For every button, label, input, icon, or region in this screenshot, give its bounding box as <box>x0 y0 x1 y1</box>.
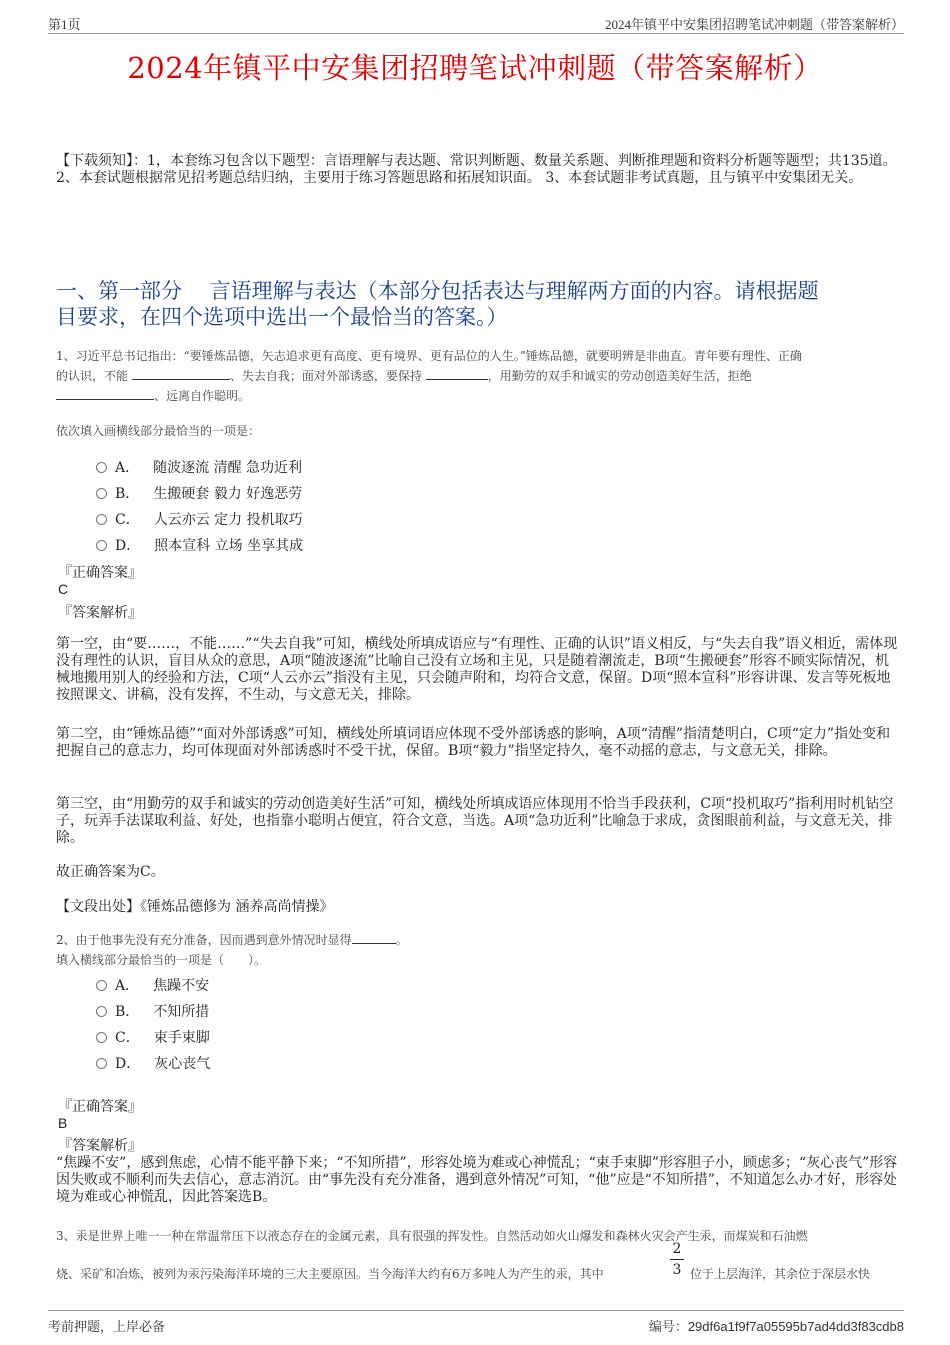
option-c[interactable] <box>96 1027 210 1047</box>
footer-slogan: 考前押题，上岸必备 <box>48 1319 166 1334</box>
blank-2 <box>426 368 488 380</box>
option-text: 束手束脚 <box>153 1030 210 1046</box>
radio-icon[interactable] <box>96 1032 107 1043</box>
question-1-stem-line2 <box>56 366 898 386</box>
option-letter: A． <box>115 460 140 476</box>
option-text: 生搬硬套 毅力 好逸恶劳 <box>153 486 303 502</box>
option-text: 人云亦云 定力 投机取巧 <box>153 512 303 528</box>
question-1-stem-line1: 1、习近平总书记指出：“要锤炼品德，矢志追求更有高度、更有境界、更有品位的人生。”锤炼品德，就要明辨是非曲直。青年要有理性、正确 <box>56 349 802 363</box>
section-heading-line2: 目要求，在四个选项中选出一个最恰当的答案。） <box>56 305 508 329</box>
question-2-instruction: 填入横线部分最恰当的一项是（ ）。 <box>56 953 267 967</box>
option-letter: D． <box>115 538 141 554</box>
correct-answer-label: 『正确答案』 <box>58 565 142 581</box>
fraction <box>670 1240 684 1279</box>
fraction-denominator: 3 <box>672 1262 682 1278</box>
option-letter: B． <box>115 486 140 502</box>
radio-icon[interactable] <box>96 462 107 473</box>
footer-code-value: 29df6a1f9f7a05595b7ad4dd3f83cdb8 <box>687 1319 904 1334</box>
question-3-stem-line1: 3、汞是世界上唯一一种在常温常压下以液态存在的金属元素，具有很强的挥发性。自然活动如火山爆发和森林火灾会产生汞，而煤炭和石油燃 <box>56 1229 808 1243</box>
blank-3 <box>56 388 154 400</box>
radio-icon[interactable] <box>96 540 107 551</box>
question-3-stem-line2b: 位于上层海洋，其余位于深层水快 <box>690 1267 871 1281</box>
option-d[interactable] <box>96 535 303 555</box>
stem-fragment: 、失去自我；面对外部诱惑，要保持 <box>229 369 422 383</box>
analysis-label: 『答案解析』 <box>58 1138 142 1154</box>
fraction-bar <box>670 1259 684 1260</box>
section-heading <box>56 278 898 330</box>
option-text: 灰心丧气 <box>154 1056 211 1072</box>
radio-icon[interactable] <box>96 488 107 499</box>
radio-icon[interactable] <box>96 980 107 991</box>
stem-fragment: 的认识，不能 <box>56 369 129 383</box>
page-title: 2024年镇平中安集团招聘笔试冲刺题（带答案解析） <box>127 51 823 85</box>
correct-answer: C <box>58 581 69 597</box>
blank <box>352 932 396 944</box>
radio-icon[interactable] <box>96 514 107 525</box>
question-1-instruction: 依次填入画横线部分最恰当的一项是： <box>56 424 261 438</box>
stem-fragment: 。 <box>395 933 408 947</box>
radio-icon[interactable] <box>96 1006 107 1017</box>
section-heading-line1: 一、第一部分 言语理解与表达（本部分包括表达与理解两方面的内容。请根据题 <box>56 279 819 303</box>
option-b[interactable] <box>96 1001 209 1021</box>
option-a[interactable] <box>96 975 209 995</box>
option-letter: C． <box>115 1030 140 1046</box>
analysis-label: 『答案解析』 <box>58 605 142 621</box>
analysis-conclusion: 故正确答案为C。 <box>56 864 165 880</box>
option-letter: C． <box>115 512 140 528</box>
analysis-paragraph: “焦躁不安”，感到焦虑，心情不能平静下来；“不知所措”，形容处境为难或心神慌乱；“束手束脚”形容胆子小，顾虑多；“灰心丧气”形容因失败或不顺利而失去信心，意志消沉。由“事先没有充分准备，遇到意外情况”可知，“他”应是“不知所措”，不知道怎么办才好，形容处境为难或心神慌乱，因此答案选B。 <box>56 1155 898 1205</box>
option-letter: A． <box>115 978 140 994</box>
fraction-numerator: 2 <box>672 1241 682 1257</box>
radio-icon[interactable] <box>96 1058 107 1069</box>
question-1-stem <box>56 346 898 406</box>
question-1-stem-line3 <box>56 386 898 406</box>
text-source: 【文段出处】《锤炼品德修为 涵养高尚情操》 <box>56 899 334 915</box>
option-text: 照本宣科 立场 坐享其成 <box>154 538 304 554</box>
analysis-paragraph-2: 第二空，由“锤炼品德”“面对外部诱惑”可知，横线处所填词语应体现不受外部诱惑的影响，A项“清醒”指清楚明白，C项“定力”指处变和把握自己的意志力，均可体现面对外部诱惑时不受干扰，保留。B项“毅力”指坚定持久，毫不动摇的意志，与文意无关，排除。 <box>56 726 891 759</box>
footer-code <box>649 1316 904 1335</box>
footer-divider <box>48 1310 904 1311</box>
stem-fragment: 、远离自作聪明。 <box>154 389 251 403</box>
option-letter: B． <box>115 1004 140 1020</box>
stem-fragment: 2、由于他事先没有充分准备，因而遇到意外情况时显得 <box>56 933 352 947</box>
page-number: 第1页 <box>48 17 81 32</box>
blank-1 <box>132 368 230 380</box>
question-2-stem <box>56 930 898 950</box>
option-text: 随波逐流 清醒 急功近利 <box>153 460 303 476</box>
stem-fragment: ，用勤劳的双手和诚实的劳动创造美好生活，拒绝 <box>487 369 752 383</box>
header-divider <box>48 33 904 34</box>
option-text: 焦躁不安 <box>153 978 210 994</box>
option-b[interactable] <box>96 483 302 503</box>
option-letter: D． <box>115 1056 141 1072</box>
running-header-title: 2024年镇平中安集团招聘笔试冲刺题（带答案解析） <box>604 17 904 32</box>
option-c[interactable] <box>96 509 303 529</box>
option-d[interactable] <box>96 1053 210 1073</box>
correct-answer-label: 『正确答案』 <box>58 1099 142 1115</box>
option-text: 不知所措 <box>153 1004 210 1020</box>
question-3-stem-line2a: 烧、采矿和冶炼，被列为汞污染海洋环境的三大主要原因。当今海洋大约有6万多吨人为产生的汞，其中 <box>56 1267 604 1281</box>
analysis-paragraph-1: 第一空，由“要……，不能……”“失去自我”可知，横线处所填成语应与“有理性、正确的认识”语义相反，与“失去自我”语义相近，需体现没有理性的认识，盲目从众的意思，A项“随波逐流”比喻自己没有立场和主见，只是随着潮流走，B项“生搬硬套”形容不顾实际情况，机械地搬用别人的经验和方法，C项“人云亦云”指没有主见，只会随声附和，均符合文意，保留。D项“照本宣科”形容讲课、发言等死板地按照课文、讲稿，没有发挥，不生动，与文意无关，排除。 <box>56 636 898 703</box>
download-notice: 【下载须知】：1，本套练习包含以下题型：言语理解与表达题、常识判断题、数量关系题、判断推理题和资料分析题等题型；共135道。 2、本套试题根据常见招考题总结归纳，主要用于练习答题思路和拓展知识面。 3、本套试题非考试真题，且与镇平中安集团无关。 <box>56 153 897 186</box>
option-a[interactable] <box>96 457 302 477</box>
correct-answer: B <box>58 1115 68 1131</box>
footer-code-label: 编号： <box>648 1319 688 1334</box>
analysis-paragraph-3: 第三空，由“用勤劳的双手和诚实的劳动创造美好生活”可知，横线处所填成语应体现用不恰当手段获利，C项“投机取巧”指利用时机钻空子，玩弄手法谋取利益、好处，也指靠小聪明占便宜，符合文意，当选。A项“急功近利”比喻急于求成，贪图眼前利益，与文意无关，排除。 <box>56 796 894 846</box>
